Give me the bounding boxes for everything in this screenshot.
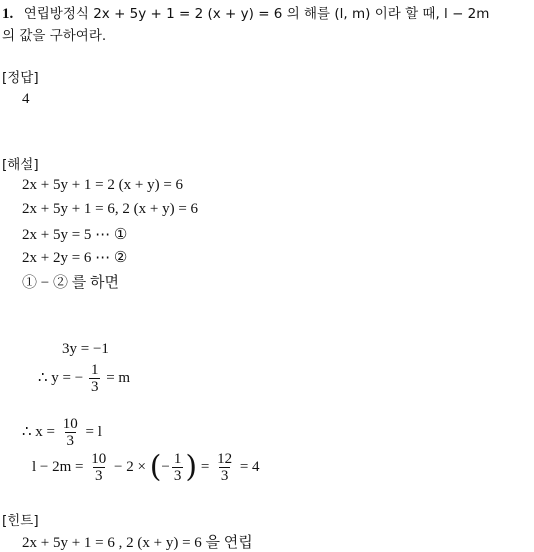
close-paren: ) bbox=[185, 449, 198, 485]
solution-step-y: ∴ y = − $\frac{1}{3}$ = m bbox=[38, 362, 131, 395]
problem-statement-line1 bbox=[2, 2, 489, 23]
solution-step-3y: 3y = −1 bbox=[62, 341, 109, 357]
hint-header: [힌트] bbox=[2, 513, 39, 529]
solution-line-1: 2x + 5y + 1 = 2 (x + y) = 6 bbox=[22, 177, 184, 193]
open-paren: ( bbox=[149, 449, 162, 485]
solution-line-5: ① − ② 를 하면 bbox=[22, 275, 119, 291]
solution-step-x: ∴ x = $\frac{10}{3}$ = l bbox=[22, 416, 102, 449]
answer-value: 4 bbox=[22, 91, 30, 107]
problem-text: 연립방정식 2x + 5y + 1 = 2 (x + y) = 6 의 해를 (l, m) 이라 할 때, l − 2m bbox=[23, 6, 490, 22]
fraction-ten-thirds: $\frac{10}{3}$ bbox=[62, 416, 78, 449]
fraction-twelve-thirds: $\frac{12}{3}$ bbox=[217, 451, 233, 484]
solution-line-2: 2x + 5y + 1 = 6, 2 (x + y) = 6 bbox=[22, 201, 199, 217]
solution-header: [해설] bbox=[2, 157, 39, 173]
answer-header: [정답] bbox=[2, 70, 39, 86]
problem-statement-line2: 의 값을 구하여라. bbox=[2, 28, 107, 44]
problem-number: 1. bbox=[2, 6, 14, 22]
solution-line-4: 2x + 2y = 6 ⋯ ② bbox=[22, 250, 128, 266]
fraction-one-third: $\frac{1}{3}$ bbox=[90, 362, 99, 395]
solution-step-result: l − 2m = $\frac{10}{3}$ − 2 × (− $\frac{1}{3}$ ) = $\frac{12}{3}$ = 4 bbox=[32, 449, 260, 485]
hint-text: 2x + 5y + 1 = 6 , 2 (x + y) = 6 을 연립 bbox=[22, 535, 253, 551]
fraction-one-third-2: $\frac{1}{3}$ bbox=[173, 451, 182, 484]
fraction-ten-thirds-2: $\frac{10}{3}$ bbox=[91, 451, 107, 484]
solution-line-3: 2x + 5y = 5 ⋯ ① bbox=[22, 227, 128, 243]
